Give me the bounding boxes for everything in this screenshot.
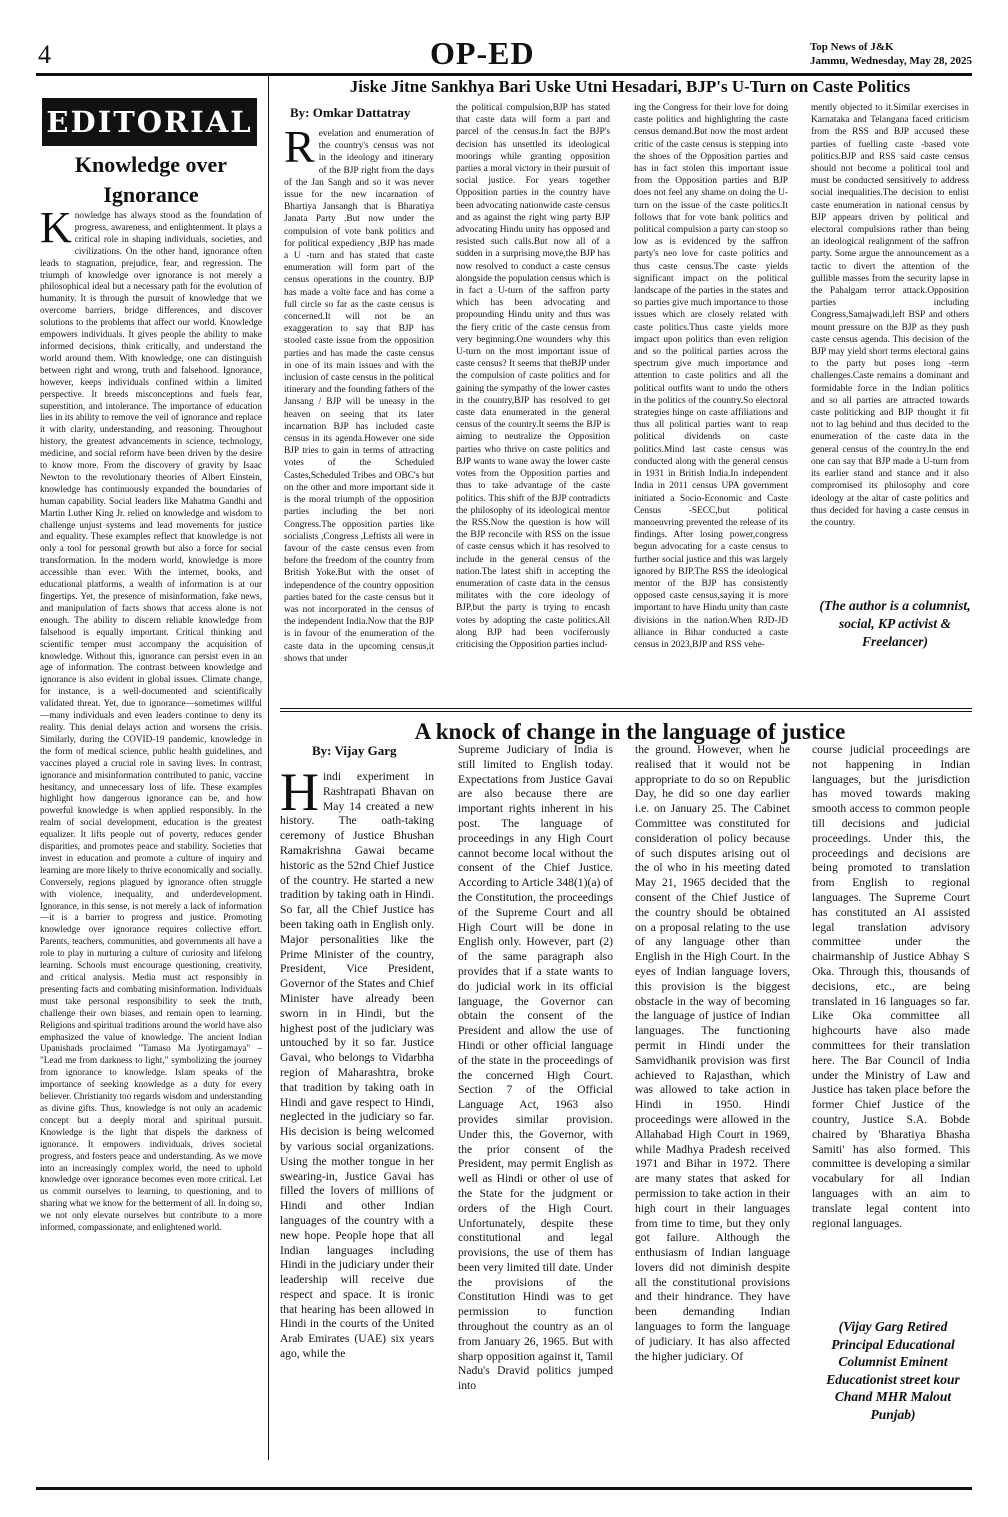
- article1-byline: By: Omkar Dattatray: [290, 105, 411, 120]
- editorial-text: nowledge has always stood as the foundation of progress, awareness, and enlightenment. It plays a critical role in shaping individuals, societies, and civilizations. On the other hand, ignorance often leads to stagnation, prejudice, fear, and regression. The triumph of knowledge over ignorance is not merely a philosophical ideal but a necessary path for the evolution of humanity. It is through the pursuit of knowledge that we overcome barriers, bridge differences, and discover solutions to the problems that affect our world. Knowledge empowers individuals. It gives people the ability to make informed decisions, think critically, and understand the world around them. With knowledge, one can distinguish between right and wrong, truth and falsehood. Ignorance, however, keeps individuals confined within a limited perspective. It breeds misconceptions and fuels fear, superstition, and intolerance. The importance of education lies in its ability to remove the veil of ignorance and replace it with clarity, understanding, and reasoning. Throughout history, the greatest advancements in science, technology, medicine, and social reform have been driven by the desire to know more. From the discovery of gravity by Isaac Newton to the revolutionary theories of Albert Einstein, knowledge has continuously expanded the boundaries of human capability. Social leaders like Mahatma Gandhi and Martin Luther King Jr. relied on knowledge and wisdom to challenge unjust systems and lead movements for justice and equality. These examples reflect that knowledge is not only a tool for personal growth but also a force for social transformation. In the modern world, knowledge is more accessible than ever. With the internet, books, and educational platforms, a wealth of information is at our fingertips. Yet, the presence of misinformation, fake news, and manipulation of facts shows that access alone is not enough. The ability to discern reliable knowledge from falsehood is equally important. Critical thinking and scientific temper must accompany the acquisition of knowledge. Without this, ignorance can persist even in an age of information. The contrast between knowledge and ignorance is also evident in global issues. Climate change, for instance, is a well-documented and scientifically validated threat. Yet, due to ignorance—sometimes willful—many individuals and even leaders continue to deny its reality. This denial delays action and worsens the crisis. Similarly, during the COVID-19 pandemic, knowledge in the form of medical science, public health guidelines, and vaccines played a crucial role in saving lives. In contrast, ignorance and misinformation contributed to panic, vaccine hesitancy, and unnecessary loss of life. These examples highlight how dangerous ignorance can be, and how powerful knowledge is when applied responsibly. In the realm of social development, education is the greatest equalizer. It lifts people out of poverty, reduces gender disparities, and promotes peace and stability. Societies that invest in education and promote a culture of inquiry and learning are more likely to thrive economically and socially. Conversely, regions plagued by ignorance often struggle with violence, inequality, and underdevelopment. Ignorance, in this sense, is not merely a lack of information—it is a barrier to progress and justice. Promoting knowledge over ignorance requires collective effort. Parents, teachers, communities, and governments all have a role to play in nurturing a culture of curiosity and lifelong learning. Schools must encourage questioning, creativity, and critical analysis. Media must act responsibly in presenting facts and combating misinformation. Individuals must take personal responsibility to seek the truth, challenge their own biases, and remain open to learning. Religions and spiritual traditions around the world have also emphasized the value of knowledge. The ancient Indian Upanishads proclaimed "Tamaso Ma Jyotirgamaya" – "Lead me from darkness to light," symbolizing the journey from ignorance to knowledge. Islam speaks of the importance of seeking knowledge as a duty for every believer. Christianity too regards wisdom and understanding as divine gifts. Thus, knowledge is not only an academic concept but a deeply moral and spiritual pursuit. Knowledge is the light that dispels the darkness of ignorance. It empowers individuals, drives societal progress, and fosters peace and understanding. As we move into an increasingly complex world, the need to uphold knowledge over ignorance becomes even more critical. Let us commit ourselves to learning, to questioning, and to sharing what we know for the betterment of all. In doing so, we not only elevate ourselves but contribute to a more informed, compassionate, and enlightened world.: [40, 210, 262, 1233]
- editorial-drop-cap: K: [40, 210, 72, 252]
- article2-column-4: [812, 743, 970, 1306]
- article2-column-2: [458, 743, 613, 1435]
- masthead-brand-block: [810, 40, 972, 68]
- article1-column-4: [811, 102, 969, 576]
- brand-name: Top News of J&K: [809, 41, 894, 53]
- section-divider: [280, 711, 972, 712]
- article2-column-text: course judicial proceedings are not happening in Indian languages, but the jurisdiction has moved towards making smooth access to common people till decisions and judicial proceedings. Under this, the proceedings and decisions are being promoted to translation from English to regional languages. The Supreme Court has constituted an AI assisted legal translation advisory committee under the chairmanship of Justice Abhay S Oka. Through this, thousands of decisions, etc., are being translated in 16 languages so far. Like Oka committee all highcourts have also made committees for their translation here. The Bar Council of India under the Ministry of Law and Justice has taken place before the former Chief Justice of the country, Justice S.A. Bobde chaired by 'Bharatiya Bhasha Samiti' has also formed. This committee is developing a similar vocabulary for all Indian languages with an aim to translate legal content into regional languages.: [812, 743, 970, 1230]
- editorial-badge: EDITORIAL: [42, 98, 257, 146]
- page-number: 4: [38, 40, 51, 69]
- article1-drop-cap: R: [284, 128, 315, 172]
- section-title: OP-ED: [430, 35, 535, 71]
- article2-column-text: indi experiment in Rashtrapati Bhavan on May 14 created a new history. The oath-taking ceremony of Justice Bhushan Ramakrishna Gawai became historic as the 52nd Chief Justice of the country. He started a new tradition by taking oath in Hindi. So far, all the Chief Justice has been taking oath in English only. Major personalities like the Prime Minister of the country, President, Vice President, Governor of the States and Chief Minister have already been sworn in in Hindi, but the highest post of the judiciary was untouched by it so far. Justice Gavai, who belongs to Vidarbha region of Maharashtra, broke that tradition by taking oath in Hindi and gave respect to Hindi, neglected in the judiciary so far. His decision is being welcomed by various social organizations. Using the mother tongue in her swearing-in, Justice Gavai has filled the lovers of millions of Hindi and other Indian languages of the country with a new hope. People hope that all Indian languages including Hindi in the judiciary under their leadership will receive due respect and space. It is ironic that hearing has been allowed in Hindi in the courts of the United Arab Emirates (UAE) six years ago, while the: [280, 770, 434, 1361]
- article2-drop-cap: H: [280, 770, 319, 822]
- article1-column-text: the political compulsion,BJP has stated that caste data will form a part and parcel of the census.In fact the BJP's decision has unsettled its ideological moorings while granting opposition parties a moral victory in their pursuit of social justice. For years together Opposition parties in the country have been advocating nationwide caste census and as against the right wing party BJP advocating Hindu unity has opposed and resisted such calls.But now all of a sudden in a surprising move,the BJP has now resolved to conduct a caste census alongside the population census which is in fact a U-turn of the saffron party which has been advocating and propounding Hindu unity and thus was the fiery critic of the caste census from very beginning.One wounders why this U-turn on the most important issue of caste census? It seems that theBJP under the compulsion of caste politics and for gaining the sympathy of the lower castes in the country,BJP has resolved to get caste data enumerated in the general census of the country.It seems the BJP is aiming to neutralize the Opposition parties who thrive on caste politics and BJP wants to wane away the lower caste votes from the Opposition parties and thus to take advantage of the caste politics. This shift of the BJP contradicts the philosophy of its ideological mentor the RSS.Now the question is how will the BJP reconcile with RSS on the issue of caste census which it has resolved to include in the general census of the nation.The latest shift in accepting the enumeration of caste data in the census militates with the core ideology of BJP,but the party is trying to encash votes by adopting the caste politics.All along BJP had been vociferously criticising the Opposition parties includ-: [456, 103, 610, 650]
- article1-column-1: [284, 128, 434, 705]
- article1-headline: Jiske Jitne Sankhya Bari Uske Utni Hesadari, BJP's U-Turn on Caste Politics: [349, 77, 911, 96]
- dateline: Jammu, Wednesday, May 28, 2025: [809, 55, 972, 67]
- article2-author-credit: (Vijay Garg Retired Principal Educational Columnist Eminent Educationist street kour Chand MHR Malout Punjab): [826, 1319, 960, 1422]
- article1-column-text: ing the Congress for their love for doing caste politics and highlighting the caste census demand.But now the most ardent critic of the caste census is stepping into the shoes of the Opposition parties and has in fact stolen this important issue from the Opposition parties and BJP does not feel any shame on doing the U-turn on the issue of the caste politics.It follows that for vote bank politics and political compulsion a party can stoop so low as is evidenced by the saffron party's neo love for caste politics and thus caste census.The caste yields significant impact on the political landscape of the parties in the states and so parties give much importance to those issues which are closely related with caste politics.Thus caste yields more impact upon politics than even religion and so the political parties across the spectrum give much importance and attention to caste politics and all the political outfits want to undo the others in the politics of the country.So electoral strategies hinge on caste affiliations and thus all political parties want to reap political dividends on caste politics.Mind last caste census was conducted along with the general census in 1931 in British India.In independent India in 2011 census UPA government initiated a Socio-Economic and Caste Census -SECC,but political manoeuvring prevented the release of its findings. After losing power,congress begun advocating for a caste census to further social justice and this was largely ignored by BJP.The RSS the ideological mentor of the BJP has consistently opposed caste census,saying it is more important to have Hindu unity than caste divisions in the nation.When RJD-JD alliance in Bihar conducted a caste census in 2023,BJP and RSS vehe-: [634, 103, 788, 650]
- article1-column-text: mently objected to it.Similar exercises in Karnataka and Telangana faced criticism from the RSS and BJP accused these parties of fuelling caste -based vote politics.BJP and RSS said caste census should not become a political tool and must be conducted sensitively to address social inequalities.The decision to enlist caste enumeration in national census by BJP appears driven by political and electoral compulsions rather than being an ideological realignment of the saffron party. Some argue the announcement as a tactic to divert the attention of the gullible masses from the security lapse in the Pahalgam terror attack.Opposition parties including Congress,Samajwadi,left BSP and others mount pressure on the BJP as they push caste census agenda. This decision of the BJP may yield short terms electoral gains to the party but poses long -term challenges.Caste remains a dominant and formidable force in the Indian politics and so all parties are attracted towards caste politicking and BJP thought it fit not to lag behind and thus decided to the enumeration of the caste data in the general census of the country.In the end one can say that BJP made a U-turn from its earlier stand and stance and it also compromised its philosophy and core ideology at the altar of caste politics and thus decided for having a caste census in the country.: [811, 103, 969, 528]
- editorial-body: [40, 210, 262, 1444]
- article2-headline: A knock of change in the language of justice: [414, 719, 846, 744]
- section-divider: [280, 708, 972, 709]
- masthead-rule: [36, 73, 972, 76]
- article2-column-1: [280, 770, 434, 1435]
- article1-author-credit: (The author is a columnist, social, KP activist & Freelancer): [819, 598, 971, 649]
- article1-column-3: [634, 102, 788, 705]
- article2-column-text: the ground. However, when he realised that it would not be appropriate to do so on Republic Day, he did so one day earlier i.e. on January 25. The Cabinet Committee was constituted for consideration ol policy because of such disputes arising out ol the ol who in his meeting dated May 21, 1965 decided that the consent of the Chief Justice of the country should be obtained on a proposal relating to the use of any language other than English in the High Court. In the eyes of Indian language lovers, this provision is the biggest obstacle in the way of becoming the language of justice of Indian languages. The functioning permit in Hindi under the Samvidhanik provision was first achieved to Rajasthan, which was allowed to take action in Hindi in 1950. Hindi proceedings were allowed in the Allahabad High Court in 1969, while Madhya Pradesh received 1971 and Bihar in 1972. There are many states that asked for permission to take action in their high court in their languages from time to time, but they only got failure. Although the enthusiasm of Indian language lovers did not diminish despite all the constitutional provisions and their hindrance. They have been demanding Indian languages to form the language of judiciary. It has also affected the higher judiciary. Of: [635, 743, 790, 1363]
- article1-column-2: [456, 102, 610, 705]
- editorial-title: Knowledge over Ignorance: [74, 152, 228, 207]
- article2-column-3: [635, 743, 790, 1435]
- article2-column-text: Supreme Judiciary of India is still limited to English today. Expectations from Justice Gavai are also because there are important rights inherent in his post. The language of proceedings in any High Court cannot become local without the consent of the Chief Justice. According to Article 348(1)(a) of the Constitution, the proceedings of the Supreme Court and all High Court will be done in English only. However, part (2) of the same paragraph also provides that if a state wants to do judicial work in its official language, the Governor can obtain the consent of the President and allow the use of Hindi or other official language of the state in the proceedings of the concerned High Court. Section 7 of the Official Language Act, 1963 also provides similar provision. Under this, the Governor, with the prior consent of the President, may permit English as well as Hindi or other ol use of the State for the judgment or orders of the High Court. Unfortunately, despite these constitutional and legal provisions, the use of them has been very limited till date. Under the provisions of the Constitution Hindi was to get permission to function throughout the country as an ol from January 26, 1965. But with sharp opposition against it, Tamil Nadu's Dravid politics jumped into: [458, 743, 613, 1393]
- article1-column-text: evelation and enumeration of the country's census was not in the ideology and itinerary of the BJP right from the days of the Jan Sangh and so it was never issue for the new incarnation of Bhartiya Jansangh that is Bharatiya Janata Party .But now under the compulsion of vote bank politics and for political expediency ,BJP has made a U -turn and has stated that caste enumeration will form part of the census operations in the country. BJP has made a volte face and has come a full circle so far as the caste census is concerned.It will not be an exaggeration to say that BJP has stooled caste issue from the opposition parties and has made the caste census in one of its main issues and with the inclusion of caste census in the political itinerary and the founding fathers of the Jansang / BJP will be uneasy in the heaven on seeing that its later incarnation BJP has included caste census in its agenda.However one side BJP tries to gain in terms of attracting votes of the Scheduled Castes,Scheduled Tribes and OBC's but on the other and more important side it is the moral triumph of the opposition parties including the bet nori Congress.The opposition parties like socialists ,Congress ,Leftists all were in favour of the caste census even from before the freedom of the country from British Yoke.But with the onset of independence of the country opposition parties bated for the caste census but it was not incorporated in the census of the independent India.Now that the BJP is in favour of the enumeration of the caste data in the upcoming census,it shows that under: [284, 129, 434, 664]
- column-divider: [268, 76, 269, 1460]
- article2-byline: By: Vijay Garg: [312, 743, 397, 758]
- footer-rule: [36, 1487, 972, 1490]
